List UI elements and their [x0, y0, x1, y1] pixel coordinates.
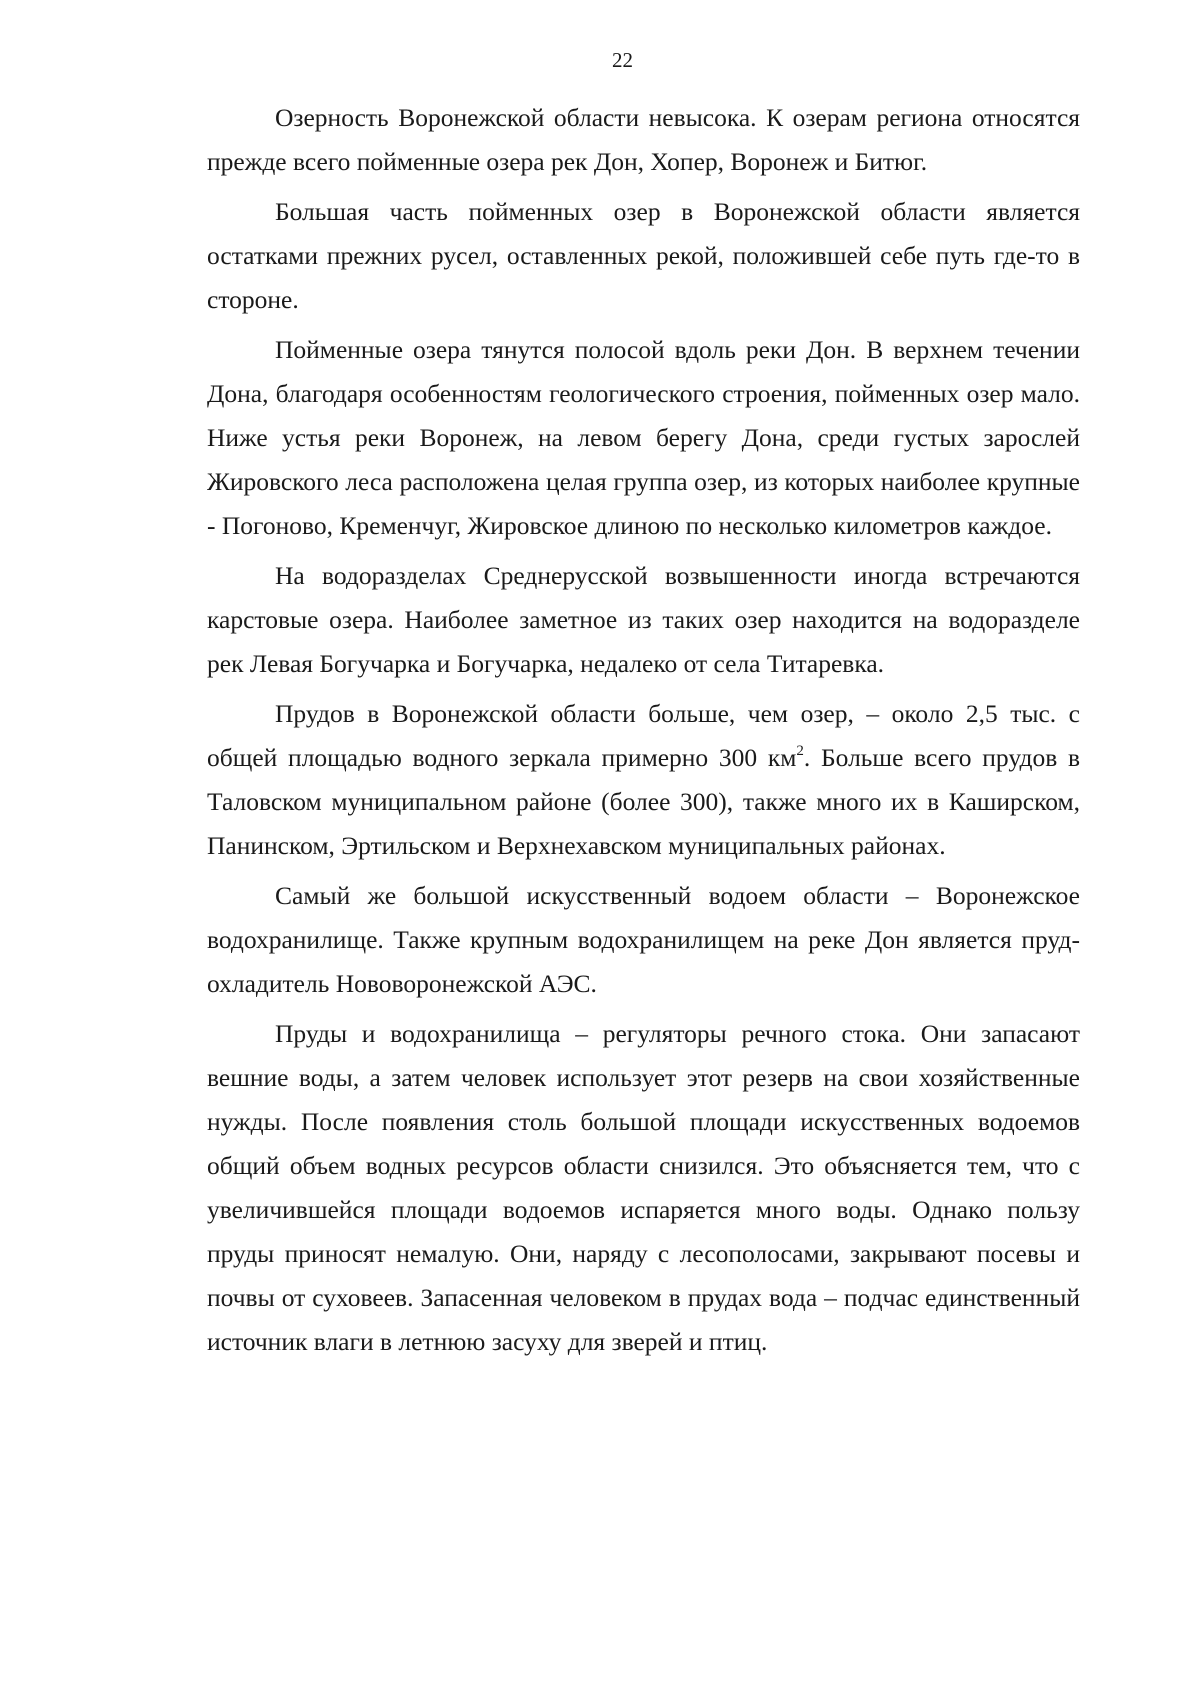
body-text: [207, 96, 1080, 1370]
paragraph-floodplain-lakes: Большая часть пойменных озер в Воронежской области является остатками прежних русел, оставленных рекой, положившей себе путь где-то в стороне.: [207, 197, 1080, 314]
paragraph-regulators: Пруды и водохранилища – регуляторы речного стока. Они запасают вешние воды, а затем человек использует этот резерв на свои хозяйственные нужды. После появления столь большой площади искусственных водоемов общий объем водных ресурсов области снизился. Это объясняется тем, что с увеличившейся площади водоемов испаряется много воды. Однако пользу пруды приносят немалую. Они, наряду с лесополосами, закрывают посевы и почвы от суховеев. Запасенная человеком в прудах вода – подчас единственный источник влаги в летнюю засуху для зверей и птиц.: [207, 1019, 1080, 1356]
paragraph-reservoir: Самый же большой искусственный водоем области – Воронежское водохранилище. Также крупным водохранилищем на реке Дон является пруд-охладитель Нововоронежской АЭС.: [207, 881, 1080, 998]
page-number: 22: [612, 48, 633, 72]
paragraph-lakes-intro: Озерность Воронежской области невысока. К озерам региона относятся прежде всего пойменные озера рек Дон, Хопер, Воронеж и Битюг.: [207, 103, 1080, 176]
paragraph-don-lakes: Пойменные озера тянутся полосой вдоль реки Дон. В верхнем течении Дона, благодаря особенностям геологического строения, пойменных озер мало. Ниже устья реки Воронеж, на левом берегу Дона, среди густых зарослей Жировского леса расположена целая группа озер, из которых наиболее крупные - Погоново, Кременчуг, Жировское длиною по несколько километров каждое.: [207, 335, 1080, 540]
ponds-text-before: Прудов в Воронежской области больше, чем озер, – около 2,5 тыс. с общей площадью водного зеркала примерно 300 км: [207, 699, 1080, 772]
ponds-text-after: . Больше всего прудов в Таловском муниципальном районе (более 300), также много их в Каширском, Панинском, Эртильском и Верхнехавском муниципальных районах.: [207, 743, 1081, 860]
paragraph-ponds: [207, 692, 1080, 868]
ponds-superscript: 2: [796, 742, 804, 759]
paragraph-karst-lakes: На водоразделах Среднерусской возвышенности иногда встречаются карстовые озера. Наиболее заметное из таких озер находится на водоразделе рек Левая Богучарка и Богучарка, недалеко от села Титаревка.: [207, 561, 1080, 678]
